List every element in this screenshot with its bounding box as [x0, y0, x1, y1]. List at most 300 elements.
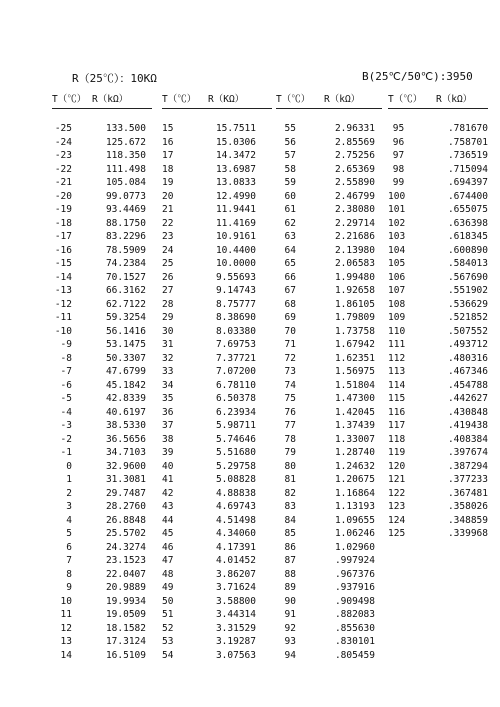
table-row [276, 176, 382, 190]
table-row [162, 514, 272, 528]
temperature-cell: 40 [162, 460, 174, 472]
table-row [162, 311, 272, 325]
table-row [52, 176, 152, 190]
table-row [276, 338, 382, 352]
resistance-cell: 18.1582 [105, 622, 146, 634]
resistance-cell: 2.21686 [334, 231, 375, 242]
table-row [162, 257, 272, 271]
temperature-cell: 41 [162, 474, 174, 485]
table-row [276, 244, 382, 258]
resistance-cell: .781670 [447, 123, 488, 134]
temperature-cell: 119 [388, 447, 406, 458]
resistance-cell: .367481 [447, 487, 488, 499]
resistance-cell: 2.46799 [334, 190, 375, 202]
temperature-cell: 103 [388, 231, 406, 242]
resistance-cell: 1.16864 [334, 487, 375, 499]
resistance-cell: 88.1750 [105, 217, 146, 229]
column-header [52, 93, 152, 107]
resistance-cell: .674400 [447, 190, 488, 202]
column-header [388, 93, 488, 107]
resistance-cell: .758701 [447, 136, 488, 148]
table-row [52, 230, 152, 244]
resistance-cell: 1.24632 [334, 460, 375, 472]
resistance-cell: 19.9934 [105, 595, 146, 607]
table-row [388, 460, 488, 474]
resistance-cell: 24.3274 [105, 541, 146, 553]
table-row [276, 406, 382, 420]
resistance-cell: .387294 [447, 460, 488, 472]
temperature-cell: 12 [60, 622, 72, 634]
temperature-cell: -16 [54, 244, 72, 256]
table-row [52, 203, 152, 217]
resistance-cell: .442627 [447, 393, 488, 404]
temperature-cell: -25 [54, 123, 72, 134]
resistance-cell: 125.672 [105, 136, 146, 148]
temperature-cell: 3 [66, 501, 72, 512]
table-row [52, 284, 152, 298]
table-row [52, 568, 152, 582]
resistance-cell: 7.37721 [215, 352, 256, 364]
resistance-cell: 3.58800 [215, 595, 256, 607]
resistance-cell: 2.55890 [334, 177, 375, 188]
resistance-cell: 9.14743 [215, 285, 256, 296]
temperature-cell: 90 [284, 595, 296, 607]
table-row [276, 514, 382, 528]
resistance-cell: 4.17391 [215, 541, 256, 553]
resistance-cell: 7.69753 [215, 339, 256, 350]
temperature-cell: 95 [392, 123, 405, 134]
temperature-header: T（℃） [162, 94, 197, 105]
resistance-cell: 3.31529 [215, 622, 256, 634]
table-row [276, 500, 382, 514]
resistance-cell: 105.084 [105, 177, 146, 188]
resistance-cell: .937916 [334, 582, 375, 593]
resistance-cell: 1.56975 [334, 366, 375, 377]
resistance-cell: 1.20675 [334, 474, 375, 485]
table-row [52, 163, 152, 177]
resistance-cell: .909498 [334, 595, 375, 607]
temperature-cell: 31 [162, 339, 174, 350]
temperature-cell: 72 [284, 352, 296, 364]
temperature-cell: 120 [388, 460, 406, 472]
table-column-4 [388, 93, 488, 541]
table-row [276, 163, 382, 177]
table-rows [276, 122, 382, 662]
table-row [388, 500, 488, 514]
resistance-cell: .715094 [447, 163, 488, 175]
table-row [388, 176, 488, 190]
temperature-cell: 35 [162, 393, 174, 404]
table-row [52, 541, 152, 555]
resistance-cell: 8.03380 [215, 325, 256, 337]
resistance-cell: 6.78110 [215, 379, 256, 391]
temperature-cell: 98 [392, 163, 405, 175]
table-row [162, 500, 272, 514]
table-rows [162, 122, 272, 662]
table-row [162, 271, 272, 285]
temperature-cell: 18 [162, 163, 174, 175]
resistance-cell: 8.75777 [215, 298, 256, 310]
table-row [52, 392, 152, 406]
resistance-cell: .397674 [447, 447, 488, 458]
resistance-cell: .882083 [334, 609, 375, 620]
resistance-cell: .636398 [447, 217, 488, 229]
table-row [276, 649, 382, 663]
resistance-cell: 1.86105 [334, 298, 375, 310]
table-row [388, 352, 488, 366]
temperature-cell: 89 [284, 582, 296, 593]
temperature-cell: 101 [388, 204, 406, 215]
temperature-cell: -24 [54, 136, 72, 148]
temperature-cell: 116 [388, 406, 406, 418]
temperature-cell: -3 [60, 420, 72, 431]
temperature-cell: 56 [284, 136, 296, 148]
resistance-cell: .339968 [447, 528, 488, 539]
table-row [162, 473, 272, 487]
resistance-cell: 1.51804 [334, 379, 375, 391]
table-row [52, 473, 152, 487]
temperature-cell: 69 [284, 312, 296, 323]
resistance-cell: 6.50378 [215, 393, 256, 404]
table-row [52, 271, 152, 285]
resistance-header: R（kΩ） [92, 94, 129, 105]
temperature-cell: 118 [388, 433, 406, 445]
table-row [52, 338, 152, 352]
temperature-cell: 86 [284, 541, 296, 553]
table-row [162, 581, 272, 595]
temperature-cell: 10 [60, 595, 72, 607]
nominal-resistance-label: R（25℃）：10KΩ [72, 72, 157, 85]
resistance-cell: 11.9441 [215, 204, 256, 215]
resistance-cell: 1.47300 [334, 393, 375, 404]
table-row [52, 554, 152, 568]
table-row [276, 554, 382, 568]
resistance-cell: 1.42045 [334, 406, 375, 418]
resistance-cell: .694397 [447, 177, 488, 188]
table-row [52, 581, 152, 595]
temperature-cell: 79 [284, 447, 296, 458]
table-row [162, 163, 272, 177]
table-row [388, 365, 488, 379]
temperature-cell: 111 [388, 339, 406, 350]
resistance-cell: 56.1416 [105, 325, 146, 337]
temperature-cell: -13 [54, 285, 72, 296]
table-row [52, 446, 152, 460]
resistance-cell: 70.1527 [105, 271, 146, 283]
table-row [52, 595, 152, 609]
table-row [276, 284, 382, 298]
column-header [276, 93, 382, 107]
temperature-cell: 17 [162, 150, 174, 161]
resistance-cell: 11.4169 [215, 217, 256, 229]
table-row [162, 419, 272, 433]
table-row [388, 527, 488, 541]
table-row [388, 163, 488, 177]
resistance-cell: 5.29758 [215, 460, 256, 472]
temperature-cell: 99 [392, 177, 405, 188]
resistance-cell: 1.28740 [334, 447, 375, 458]
table-row [276, 352, 382, 366]
resistance-header: R（KΩ） [208, 94, 245, 105]
resistance-cell: 50.3307 [105, 352, 146, 364]
temperature-cell: 21 [162, 204, 174, 215]
table-row [276, 122, 382, 136]
resistance-cell: 2.85569 [334, 136, 375, 148]
table-row [52, 433, 152, 447]
table-row [162, 568, 272, 582]
resistance-cell: 6.23934 [215, 406, 256, 418]
temperature-cell: 92 [284, 622, 296, 634]
temperature-cell: 23 [162, 231, 174, 242]
table-row [388, 338, 488, 352]
resistance-cell: 59.3254 [105, 312, 146, 323]
table-row [162, 595, 272, 609]
table-row [276, 541, 382, 555]
temperature-header: T（℃） [276, 94, 311, 105]
resistance-cell: .493712 [447, 339, 488, 350]
resistance-cell: 4.51498 [215, 514, 256, 526]
table-row [162, 433, 272, 447]
temperature-cell: 85 [284, 528, 296, 539]
temperature-cell: 97 [392, 150, 405, 161]
temperature-cell: 96 [392, 136, 405, 148]
temperature-cell: -12 [54, 298, 72, 310]
resistance-cell: 1.13193 [334, 501, 375, 512]
table-row [52, 244, 152, 258]
temperature-cell: 39 [162, 447, 174, 458]
temperature-cell: 19 [162, 177, 174, 188]
resistance-cell: .419438 [447, 420, 488, 431]
table-row [162, 608, 272, 622]
temperature-cell: 67 [284, 285, 296, 296]
table-row [388, 217, 488, 231]
table-row [52, 136, 152, 150]
table-row [52, 311, 152, 325]
resistance-cell: .408384 [447, 433, 488, 445]
resistance-cell: .567690 [447, 271, 488, 283]
resistance-cell: 31.3081 [105, 474, 146, 485]
temperature-cell: 6 [66, 541, 72, 553]
temperature-cell: 94 [284, 649, 296, 661]
temperature-cell: 109 [388, 312, 406, 323]
table-row [52, 406, 152, 420]
temperature-cell: 64 [284, 244, 296, 256]
table-row [162, 230, 272, 244]
table-row [52, 460, 152, 474]
table-row [52, 419, 152, 433]
resistance-cell: 1.92658 [334, 285, 375, 296]
resistance-cell: 3.07563 [215, 649, 256, 661]
temperature-cell: 47 [162, 555, 174, 566]
temperature-cell: -23 [54, 150, 72, 161]
resistance-cell: 10.4400 [215, 244, 256, 256]
temperature-cell: 61 [284, 204, 296, 215]
table-row [52, 217, 152, 231]
table-row [162, 527, 272, 541]
resistance-cell: .655075 [447, 204, 488, 215]
temperature-cell: -22 [54, 163, 72, 175]
resistance-cell: 14.3472 [215, 150, 256, 161]
resistance-cell: 2.96331 [334, 123, 375, 134]
resistance-cell: 2.38080 [334, 204, 375, 215]
table-row [162, 122, 272, 136]
table-row [276, 190, 382, 204]
temperature-cell: 123 [388, 501, 406, 512]
table-row [276, 230, 382, 244]
resistance-cell: 2.13980 [334, 244, 375, 256]
resistance-cell: 5.51680 [215, 447, 256, 458]
resistance-cell: 3.19287 [215, 636, 256, 647]
temperature-cell: 105 [388, 258, 406, 269]
temperature-cell: 104 [388, 244, 406, 256]
temperature-cell: 78 [284, 433, 296, 445]
table-row [388, 230, 488, 244]
resistance-cell: 1.02960 [334, 541, 375, 553]
temperature-cell: -21 [54, 177, 72, 188]
temperature-cell: -8 [60, 352, 72, 364]
temperature-cell: 93 [284, 636, 296, 647]
table-row [388, 311, 488, 325]
column-header [162, 93, 272, 107]
resistance-cell: 1.99480 [334, 271, 375, 283]
temperature-cell: 27 [162, 285, 174, 296]
temperature-cell: 100 [388, 190, 406, 202]
table-row [162, 635, 272, 649]
temperature-cell: 26 [162, 271, 174, 283]
table-rows [52, 122, 152, 662]
resistance-cell: .967376 [334, 568, 375, 580]
table-row [388, 244, 488, 258]
table-row [162, 325, 272, 339]
temperature-cell: 59 [284, 177, 296, 188]
temperature-cell: -15 [54, 258, 72, 269]
table-row [276, 460, 382, 474]
resistance-cell: 1.79809 [334, 312, 375, 323]
resistance-cell: 1.06246 [334, 528, 375, 539]
resistance-cell: 38.5330 [105, 420, 146, 431]
resistance-cell: .830101 [334, 636, 375, 647]
table-row [52, 635, 152, 649]
resistance-cell: .736519 [447, 150, 488, 161]
resistance-cell: 2.75256 [334, 150, 375, 161]
table-row [388, 487, 488, 501]
header-divider [388, 108, 488, 109]
temperature-cell: 70 [284, 325, 296, 337]
table-row [52, 257, 152, 271]
resistance-header: R（kΩ） [436, 94, 473, 105]
temperature-cell: -6 [60, 379, 72, 391]
temperature-cell: 32 [162, 352, 174, 364]
resistance-cell: 1.67942 [334, 339, 375, 350]
table-row [276, 136, 382, 150]
table-row [388, 379, 488, 393]
table-row [276, 379, 382, 393]
temperature-cell: 57 [284, 150, 296, 161]
table-row [162, 649, 272, 663]
temperature-cell: 122 [388, 487, 406, 499]
resistance-cell: 118.350 [105, 150, 146, 161]
temperature-cell: 84 [284, 514, 296, 526]
table-row [162, 217, 272, 231]
temperature-cell: 121 [388, 474, 406, 485]
temperature-cell: 124 [388, 514, 406, 526]
resistance-header: R（kΩ） [324, 94, 361, 105]
resistance-cell: 1.37439 [334, 420, 375, 431]
table-row [388, 514, 488, 528]
resistance-cell: 36.5656 [105, 433, 146, 445]
resistance-cell: 3.44314 [215, 609, 256, 620]
table-column-3 [276, 93, 382, 662]
table-row [52, 379, 152, 393]
table-row [276, 298, 382, 312]
temperature-cell: -1 [60, 447, 72, 458]
table-row [52, 190, 152, 204]
table-row [388, 203, 488, 217]
temperature-cell: 30 [162, 325, 174, 337]
table-row [388, 433, 488, 447]
table-row [276, 622, 382, 636]
resistance-cell: 47.6799 [105, 366, 146, 377]
resistance-cell: 4.69743 [215, 501, 256, 512]
temperature-header: T（℃） [388, 94, 423, 105]
resistance-cell: .467346 [447, 366, 488, 377]
table-row [52, 149, 152, 163]
temperature-cell: 112 [388, 352, 406, 364]
table-row [388, 325, 488, 339]
table-row [388, 446, 488, 460]
temperature-cell: 1 [66, 474, 72, 485]
table-row [52, 514, 152, 528]
temperature-cell: 75 [284, 393, 296, 404]
table-row [276, 419, 382, 433]
table-row [276, 203, 382, 217]
resistance-cell: 28.2760 [105, 501, 146, 512]
resistance-cell: 5.98711 [215, 420, 256, 431]
temperature-cell: 22 [162, 217, 174, 229]
temperature-cell: -14 [54, 271, 72, 283]
table-row [162, 446, 272, 460]
temperature-cell: 115 [388, 393, 406, 404]
table-row [162, 460, 272, 474]
resistance-cell: 1.33007 [334, 433, 375, 445]
temperature-cell: 46 [162, 541, 174, 553]
table-column-1 [52, 93, 152, 662]
temperature-cell: 11 [60, 609, 72, 620]
temperature-cell: -11 [54, 312, 72, 323]
header-divider [162, 108, 272, 109]
temperature-cell: -18 [54, 217, 72, 229]
resistance-cell: 20.9889 [105, 582, 146, 593]
table-row [276, 433, 382, 447]
temperature-cell: 102 [388, 217, 406, 229]
header-divider [276, 108, 382, 109]
temperature-cell: 51 [162, 609, 174, 620]
temperature-cell: 28 [162, 298, 174, 310]
resistance-cell: .521852 [447, 312, 488, 323]
table-row [162, 622, 272, 636]
temperature-cell: -17 [54, 231, 72, 242]
table-row [276, 311, 382, 325]
resistance-cell: 4.88838 [215, 487, 256, 499]
temperature-cell: 20 [162, 190, 174, 202]
resistance-cell: .618345 [447, 231, 488, 242]
temperature-cell: 74 [284, 379, 296, 391]
temperature-cell: 14 [60, 649, 72, 661]
table-row [276, 365, 382, 379]
temperature-cell: 44 [162, 514, 174, 526]
resistance-cell: 13.6987 [215, 163, 256, 175]
temperature-cell: 82 [284, 487, 296, 499]
